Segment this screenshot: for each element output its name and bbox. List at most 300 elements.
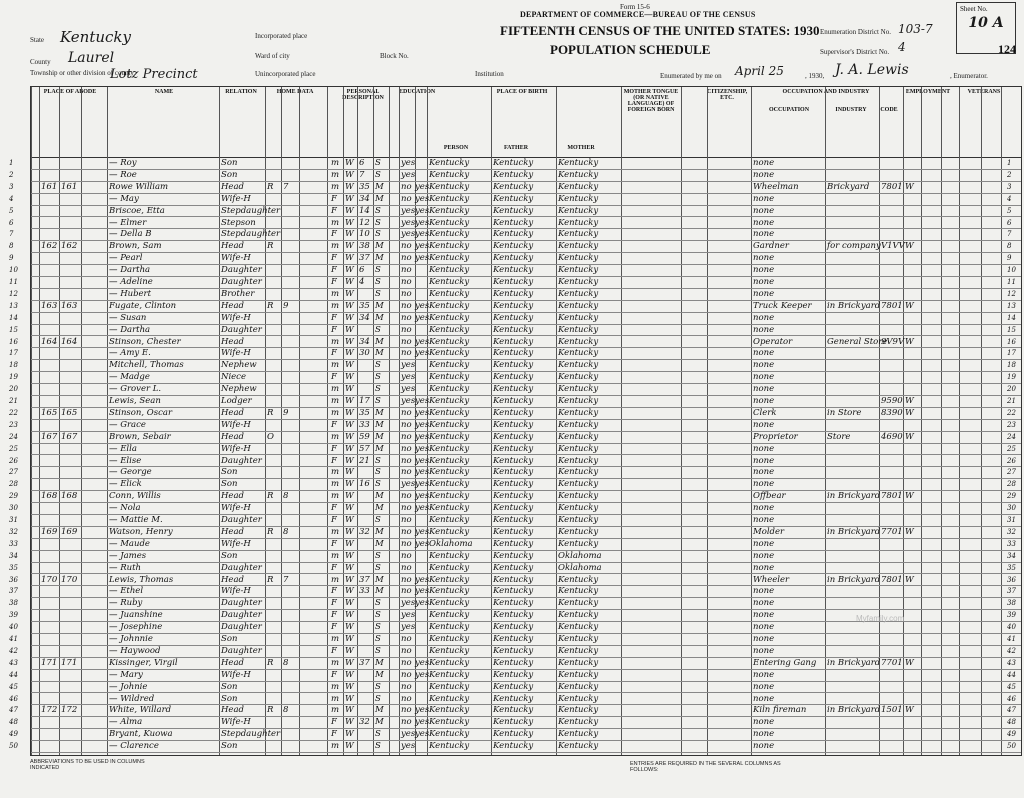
cell-bp: Kentucky xyxy=(429,360,470,371)
cell-n: 17 xyxy=(9,349,18,358)
cell-mbp: Kentucky xyxy=(558,503,599,514)
table-row xyxy=(9,431,1021,443)
incorporated-label: Incorporated place xyxy=(255,32,308,40)
cell-mbp: Kentucky xyxy=(558,348,599,359)
cell-bp: Kentucky xyxy=(429,645,470,656)
cell-sch: yes xyxy=(401,372,416,383)
cell-bp: Kentucky xyxy=(429,634,470,644)
cell-rel: Daughter xyxy=(221,610,262,621)
cell-dw: 168 xyxy=(41,491,58,502)
cell-n: 12 xyxy=(9,289,18,298)
cell-emp: W xyxy=(905,526,914,537)
cell-rd: yes xyxy=(415,348,430,359)
footer xyxy=(30,757,1020,793)
cell-age: 4 xyxy=(359,277,365,287)
cell-name: — Ella xyxy=(109,443,137,454)
block-label: Block No. xyxy=(380,52,409,60)
cell-sch: yes xyxy=(401,598,416,609)
cell-rel: Head xyxy=(221,336,244,347)
census-table xyxy=(9,86,1022,756)
cell-name: — Pearl xyxy=(109,253,143,264)
cell-sch: no xyxy=(401,586,412,597)
cell-ms: S xyxy=(375,681,381,692)
cell-ms: M xyxy=(375,312,384,323)
cell-name: Stinson, Chester xyxy=(109,336,181,347)
cell-race: W xyxy=(345,586,354,597)
cell-line-number-right: 32 xyxy=(1007,527,1016,536)
cell-ms: M xyxy=(375,336,384,347)
cell-n: 29 xyxy=(9,492,18,501)
table-row xyxy=(9,383,1021,395)
cell-line-number-right: 46 xyxy=(1007,694,1016,703)
cell-sex: m xyxy=(331,241,340,252)
cell-line-number-right: 20 xyxy=(1007,385,1016,394)
cell-emp: W xyxy=(905,574,914,585)
table-row xyxy=(9,336,1021,348)
cell-ind: in Brickyard xyxy=(827,574,881,585)
cell-sch: no xyxy=(401,443,412,454)
cell-rel: Daughter xyxy=(221,277,262,287)
cell-name: — Dartha xyxy=(109,265,151,276)
cell-sch: no xyxy=(401,312,412,323)
cell-n: 34 xyxy=(9,551,18,560)
cell-dw: 161 xyxy=(41,181,58,192)
cell-bp: Oklahoma xyxy=(429,538,473,549)
subcol-mother: MOTHER xyxy=(567,145,595,151)
cell-fbp: Kentucky xyxy=(493,491,534,502)
cell-mbp: Kentucky xyxy=(558,169,599,180)
cell-race: W xyxy=(345,538,354,549)
cell-line-number-right: 16 xyxy=(1007,337,1016,346)
cell-sex: F xyxy=(331,265,337,276)
cell-occ: Molder xyxy=(753,526,785,537)
cell-occ: none xyxy=(753,455,775,466)
cell-occ: none xyxy=(753,693,775,704)
cell-occ: Kiln fireman xyxy=(753,705,807,716)
cell-race: W xyxy=(345,277,354,287)
cell-race: W xyxy=(345,669,354,680)
cell-rd: yes xyxy=(415,479,430,490)
cell-val: 8 xyxy=(283,705,289,716)
cell-rd: yes xyxy=(415,717,430,728)
cell-sex: m xyxy=(331,491,340,502)
cell-bp: Kentucky xyxy=(429,384,470,395)
cell-name: — Clarence xyxy=(109,741,159,752)
cell-name: — Dartha xyxy=(109,324,151,335)
cell-own: R xyxy=(267,407,274,418)
cell-line-number-right: 8 xyxy=(1007,242,1012,251)
cell-name: Mitchell, Thomas xyxy=(109,360,184,371)
cell-sch: no xyxy=(401,300,412,311)
cell-mbp: Kentucky xyxy=(558,717,599,728)
row-divider xyxy=(31,752,1021,753)
cell-ms: M xyxy=(375,431,384,442)
cell-ms: S xyxy=(375,169,381,180)
table-row xyxy=(9,205,1021,217)
cell-name: — Johnie xyxy=(109,681,148,692)
cell-sch: no xyxy=(401,538,412,549)
cell-n: 44 xyxy=(9,670,18,679)
cell-race: W xyxy=(345,634,354,644)
cell-rd: yes xyxy=(415,455,430,466)
county-value: Laurel xyxy=(68,50,115,66)
cell-rel: Stepdaughter xyxy=(221,729,281,740)
cell-mbp: Kentucky xyxy=(558,598,599,609)
cell-line-number-right: 17 xyxy=(1007,349,1016,358)
cell-age: 38 xyxy=(359,241,370,252)
cell-rd: yes xyxy=(415,503,430,514)
cell-name: Lewis, Thomas xyxy=(109,574,174,585)
cell-mbp: Kentucky xyxy=(558,241,599,252)
cell-sex: F xyxy=(331,598,337,609)
cell-occ: none xyxy=(753,229,775,240)
table-row xyxy=(9,157,1021,169)
cell-line-number-right: 49 xyxy=(1007,730,1016,739)
cell-bp: Kentucky xyxy=(429,324,470,335)
cell-occ: Clerk xyxy=(753,407,777,418)
cell-rd: yes xyxy=(415,431,430,442)
cell-fbp: Kentucky xyxy=(493,348,534,359)
cell-occ: none xyxy=(753,729,775,740)
cell-sch: no xyxy=(401,705,412,716)
cell-rd: yes xyxy=(415,705,430,716)
cell-race: W xyxy=(345,431,354,442)
group-place-of-birth: PLACE OF BIRTH xyxy=(496,89,548,95)
cell-sch: yes xyxy=(401,229,416,240)
cell-ms: S xyxy=(375,479,381,490)
cell-bp: Kentucky xyxy=(429,491,470,502)
cell-fbp: Kentucky xyxy=(493,693,534,704)
cell-fbp: Kentucky xyxy=(493,586,534,597)
cell-age: 35 xyxy=(359,407,370,418)
cell-mbp: Kentucky xyxy=(558,253,599,264)
cell-name: — Josephine xyxy=(109,622,163,633)
cell-fam: 172 xyxy=(61,705,78,716)
cell-n: 30 xyxy=(9,504,18,513)
cell-mbp: Kentucky xyxy=(558,372,599,383)
cell-name: Kissinger, Virgil xyxy=(109,657,178,668)
department-title: DEPARTMENT OF COMMERCE—BUREAU OF THE CENSUS xyxy=(520,10,756,19)
table-row xyxy=(9,478,1021,490)
cell-rd: yes xyxy=(415,205,430,216)
cell-code: 8390 xyxy=(881,407,903,418)
cell-mbp: Kentucky xyxy=(558,741,599,752)
cell-mbp: Kentucky xyxy=(558,181,599,192)
cell-sex: F xyxy=(331,277,337,287)
enumerator-label: , Enumerator. xyxy=(950,72,988,80)
cell-race: W xyxy=(345,396,354,406)
cell-rel: Niece xyxy=(221,372,246,383)
cell-age: 7 xyxy=(359,169,365,180)
cell-line-number-right: 40 xyxy=(1007,623,1016,632)
cell-val: 7 xyxy=(283,181,289,192)
cell-sex: F xyxy=(331,205,337,216)
cell-occ: none xyxy=(753,253,775,264)
enumerated-label: Enumerated by me on xyxy=(660,72,722,80)
cell-name: — Roy xyxy=(109,158,137,168)
township-value: Lotz Precinct xyxy=(110,67,198,82)
cell-age: 59 xyxy=(359,431,370,442)
cell-line-number-right: 29 xyxy=(1007,492,1016,501)
cell-own: R xyxy=(267,657,274,668)
cell-ms: S xyxy=(375,384,381,395)
cell-bp: Kentucky xyxy=(429,419,470,430)
cell-name: — Mattie M. xyxy=(109,515,163,525)
cell-bp: Kentucky xyxy=(429,431,470,442)
cell-ms: M xyxy=(375,419,384,430)
cell-race: W xyxy=(345,562,354,573)
cell-ms: M xyxy=(375,574,384,585)
cell-occ: none xyxy=(753,467,775,478)
cell-n: 33 xyxy=(9,539,18,548)
cell-ind: General Store xyxy=(827,336,888,347)
cell-ms: M xyxy=(375,669,384,680)
cell-bp: Kentucky xyxy=(429,277,470,287)
cell-n: 21 xyxy=(9,397,18,405)
cell-own: R xyxy=(267,181,274,192)
table-row xyxy=(9,288,1021,300)
cell-n: 31 xyxy=(9,516,18,524)
table-row xyxy=(9,740,1021,752)
cell-n: 22 xyxy=(9,408,18,417)
cell-rd: yes xyxy=(415,526,430,537)
cell-race: W xyxy=(345,265,354,276)
table-row xyxy=(9,728,1021,740)
cell-n: 3 xyxy=(9,182,14,191)
cell-n: 41 xyxy=(9,635,18,643)
group-name: NAME xyxy=(154,89,174,95)
group-personal-description: PERSONAL DESCRIPTION xyxy=(342,89,384,101)
cell-sex: F xyxy=(331,253,337,264)
cell-fam: 161 xyxy=(61,181,78,192)
abbrev-title: ABBREVIATIONS TO BE USED IN COLUMNS INDICATED xyxy=(30,759,145,771)
column-header xyxy=(31,87,1021,158)
table-row xyxy=(9,669,1021,681)
cell-sch: yes xyxy=(401,217,416,228)
schedule-title: POPULATION SCHEDULE xyxy=(550,42,711,57)
cell-fam: 167 xyxy=(61,431,78,442)
table-row xyxy=(9,562,1021,574)
cell-name: — Susan xyxy=(109,312,147,323)
cell-bp: Kentucky xyxy=(429,288,470,299)
enum-district-label: Enumeration District No. xyxy=(820,28,891,36)
cell-val: 8 xyxy=(283,657,289,668)
cell-code: 7701 xyxy=(881,526,903,537)
cell-val: 9 xyxy=(283,300,289,311)
cell-race: W xyxy=(345,205,354,216)
cell-race: W xyxy=(345,741,354,752)
cell-ms: M xyxy=(375,586,384,597)
enumerator-name: J. A. Lewis xyxy=(835,62,909,78)
cell-occ: none xyxy=(753,622,775,633)
cell-n: 18 xyxy=(9,361,18,370)
cell-sch: no xyxy=(401,515,412,525)
cell-ms: M xyxy=(375,503,384,514)
cell-sch: yes xyxy=(401,729,416,740)
cell-fbp: Kentucky xyxy=(493,705,534,716)
cell-mbp: Kentucky xyxy=(558,681,599,692)
cell-ms: S xyxy=(375,562,381,573)
cell-sex: m xyxy=(331,681,340,692)
cell-rel: Lodger xyxy=(221,396,252,406)
cell-race: W xyxy=(345,657,354,668)
cell-ms: S xyxy=(375,288,381,299)
cell-fam: 165 xyxy=(61,407,78,418)
cell-race: W xyxy=(345,158,354,168)
cell-n: 39 xyxy=(9,611,18,620)
cell-age: 10 xyxy=(359,229,370,240)
cell-sex: m xyxy=(331,526,340,537)
cell-race: W xyxy=(345,443,354,454)
cell-rel: Head xyxy=(221,431,244,442)
cell-line-number-right: 21 xyxy=(1007,397,1016,405)
cell-sex: F xyxy=(331,455,337,466)
cell-ms: S xyxy=(375,729,381,740)
cell-sex: F xyxy=(331,645,337,656)
cell-line-number-right: 15 xyxy=(1007,325,1016,334)
cell-ms: S xyxy=(375,360,381,371)
cell-fbp: Kentucky xyxy=(493,526,534,537)
cell-rel: Son xyxy=(221,550,238,561)
cell-line-number-right: 19 xyxy=(1007,373,1016,382)
cell-mbp: Kentucky xyxy=(558,729,599,740)
cell-age: 35 xyxy=(359,300,370,311)
cell-age: 32 xyxy=(359,526,370,537)
cell-sex: F xyxy=(331,419,337,430)
cell-ms: S xyxy=(375,741,381,752)
cell-occ: none xyxy=(753,384,775,395)
cell-fbp: Kentucky xyxy=(493,396,534,406)
cell-bp: Kentucky xyxy=(429,622,470,633)
cell-rel: Daughter xyxy=(221,598,262,609)
cell-occ: none xyxy=(753,741,775,752)
cell-occ: none xyxy=(753,312,775,323)
cell-dw: 171 xyxy=(41,657,58,668)
cell-line-number-right: 26 xyxy=(1007,456,1016,465)
cell-n: 43 xyxy=(9,658,18,667)
cell-bp: Kentucky xyxy=(429,550,470,561)
cell-race: W xyxy=(345,550,354,561)
cell-ms: S xyxy=(375,372,381,383)
cell-race: W xyxy=(345,300,354,311)
group-occupation: OCCUPATION AND INDUSTRY xyxy=(782,89,870,95)
cell-rd: yes xyxy=(415,300,430,311)
cell-occ: none xyxy=(753,479,775,490)
cell-sch: yes xyxy=(401,360,416,371)
cell-rel: Wife-H xyxy=(221,419,251,430)
cell-age: 6 xyxy=(359,158,365,168)
cell-rd: yes xyxy=(415,443,430,454)
cell-sex: m xyxy=(331,217,340,228)
cell-sch: yes xyxy=(401,741,416,752)
cell-sex: F xyxy=(331,193,337,204)
cell-mbp: Kentucky xyxy=(558,384,599,395)
cell-age: 33 xyxy=(359,419,370,430)
cell-rd: yes xyxy=(415,253,430,264)
cell-sex: m xyxy=(331,169,340,180)
cell-race: W xyxy=(345,645,354,656)
cell-name: — Alma xyxy=(109,717,143,728)
cell-age: 34 xyxy=(359,312,370,323)
township-label: Township or other division of county xyxy=(30,69,134,77)
table-row xyxy=(9,419,1021,431)
table-row xyxy=(9,407,1021,419)
cell-line-number-right: 48 xyxy=(1007,718,1016,727)
cell-name: — Ethel xyxy=(109,586,144,597)
cell-fam: 168 xyxy=(61,491,78,502)
cell-line-number-right: 12 xyxy=(1007,289,1016,298)
cell-rd: yes xyxy=(415,669,430,680)
cell-rd: yes xyxy=(415,181,430,192)
cell-sex: m xyxy=(331,550,340,561)
cell-race: W xyxy=(345,229,354,240)
cell-fbp: Kentucky xyxy=(493,645,534,656)
cell-mbp: Kentucky xyxy=(558,586,599,597)
cell-race: W xyxy=(345,241,354,252)
cell-line-number-right: 23 xyxy=(1007,420,1016,429)
cell-line-number-right: 6 xyxy=(1007,218,1012,227)
entries-title: ENTRIES ARE REQUIRED IN THE SEVERAL COLUMNS AS FOLLOWS: xyxy=(630,761,781,773)
cell-name: — Grover L. xyxy=(109,384,162,395)
form-number: Form 15-6 xyxy=(620,3,650,11)
cell-sch: no xyxy=(401,503,412,514)
cell-fam: 162 xyxy=(61,241,78,252)
cell-fbp: Kentucky xyxy=(493,717,534,728)
table-row xyxy=(9,526,1021,538)
cell-mbp: Kentucky xyxy=(558,407,599,418)
cell-rel: Daughter xyxy=(221,265,262,276)
cell-age: 34 xyxy=(359,193,370,204)
cell-rd: yes xyxy=(415,229,430,240)
cell-occ: none xyxy=(753,217,775,228)
cell-code: V1VV xyxy=(881,241,905,252)
cell-rel: Son xyxy=(221,634,238,644)
cell-n: 36 xyxy=(9,575,18,584)
cell-line-number-right: 41 xyxy=(1007,635,1016,643)
cell-dw: 170 xyxy=(41,574,58,585)
cell-val: 8 xyxy=(283,526,289,537)
cell-bp: Kentucky xyxy=(429,705,470,716)
cell-n: 27 xyxy=(9,468,18,477)
cell-race: W xyxy=(345,455,354,466)
cell-line-number-right: 14 xyxy=(1007,313,1016,322)
cell-sex: m xyxy=(331,158,340,168)
cell-occ: none xyxy=(753,717,775,728)
cell-age: 12 xyxy=(359,217,370,228)
cell-occ: Operator xyxy=(753,336,793,347)
cell-fbp: Kentucky xyxy=(493,336,534,347)
cell-bp: Kentucky xyxy=(429,193,470,204)
cell-line-number-right: 42 xyxy=(1007,646,1016,655)
cell-mbp: Kentucky xyxy=(558,229,599,240)
cell-race: W xyxy=(345,169,354,180)
cell-bp: Kentucky xyxy=(429,479,470,490)
cell-sch: no xyxy=(401,455,412,466)
cell-bp: Kentucky xyxy=(429,693,470,704)
cell-ms: S xyxy=(375,550,381,561)
cell-name: — Mary xyxy=(109,669,143,680)
cell-race: W xyxy=(345,253,354,264)
cell-sex: m xyxy=(331,300,340,311)
cell-mbp: Kentucky xyxy=(558,419,599,430)
group-home-data: HOME DATA xyxy=(276,89,314,95)
cell-race: W xyxy=(345,693,354,704)
cell-race: W xyxy=(345,574,354,585)
cell-n: 25 xyxy=(9,444,18,453)
cell-n: 9 xyxy=(9,254,14,263)
cell-mbp: Kentucky xyxy=(558,479,599,490)
cell-line-number-right: 5 xyxy=(1007,206,1012,215)
